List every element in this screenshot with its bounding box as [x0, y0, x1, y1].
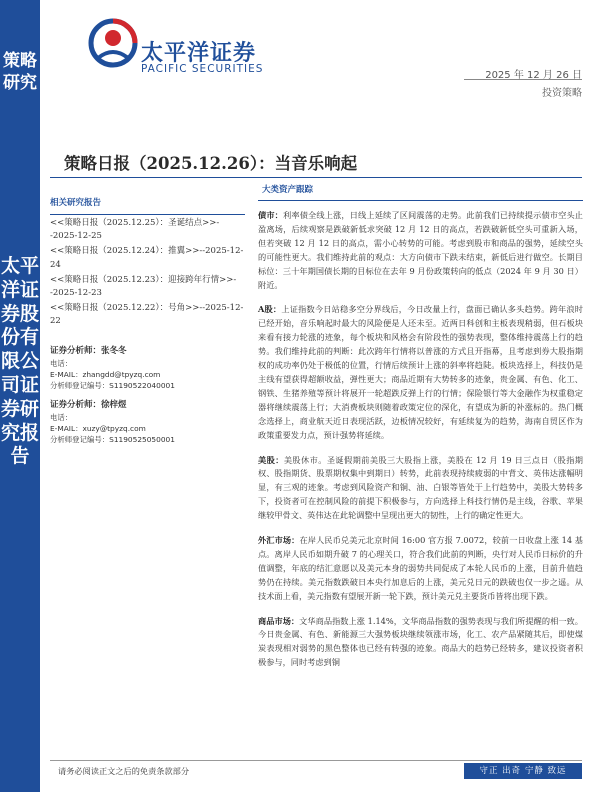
- asset-tracking-divider: [258, 200, 583, 201]
- paragraph-text: 在岸人民币兑美元北京时间 16:00 官方报 7.0072，较前一日收盘上涨 14 基点。离岸人民币如期升破 7 的心理关口，符合我们此前的判断，央行对人民币日标价的升值调整，年底的结汇意愿以及美元本身的弱势共同促成了本轮人民币的上涨，目前升值趋势仍在持续。美元指数跌破日本央行加息后的上涨，美元兑日元的跌破也仅一步之遥。从技术面上看，美元指数有望展开新一轮下跌，预计美元兑主要货币皆将出现下跌。: [258, 535, 583, 601]
- paragraph-label: 商品市场：: [258, 615, 300, 626]
- footer-slogan-badge: 守正 出奇 宁静 致远: [464, 763, 582, 779]
- us-stock-paragraph: [258, 454, 583, 524]
- analyst-name: 证券分析师：徐梓煜: [50, 399, 127, 410]
- forex-paragraph: [258, 534, 583, 604]
- paragraph-text: 美股休市。圣诞假期前美股三大股指上涨，美股在 12 月 19 日三点日（股指期权、股指期货、股票期权集中到期日）转势，此前表现持续疲弱的中背文、英伟达涨幅明显，有三观的迹象。考虑到风险资产和铜、油、白银等皆处于上行趋势中，美股大势转多下，投资者可在控制风险的前提下积极参与，方向选择上科技行情仍是主线，谷歌、苹果继较甲骨文、英伟达在此轮调整中呈现出更大的韧性，上行的确定性更大。: [258, 454, 583, 521]
- paragraph-label: A股：: [258, 304, 282, 315]
- paragraph-label: 债市：: [258, 210, 284, 220]
- paragraph-label: 外汇市场：: [258, 535, 300, 546]
- paragraph-text: 上证指数今日站稳多空分界线后，今日改量上行，盘面已确认多头趋势。跨年浪时已经开始，音乐响起时最大的风险便是人还未至。近两日科创和主板表现稍弱，但石板块来看有接力轮涨的迹象，每个板块和风格会有阶段性的强势表现，整体维持震荡上行的趋势。我们维持此前的判断：此次跨年行情将以普涨的方式且开指幕，且考虑到券大股指期权的成功率仍处于极低的位置，行情后续预计上涨的斜率将趋陡。板块选择上，科技仍是主线有望获得超额收益，弹性更大；商品近期有大势转多的迹象，贵金属、有色、化工、钢铁、生猪养殖等预计将展开一轮超跌反弹上行的行情；保险银行等大金融作为权重稳定器将继续震荡上行；大消费板块则随着政策定位的深化，有望成为新的补涨标的。热门概念选择上，商业航天近日表现活跃，边板情况较好，有延续复为的趋势，海南自贸区作为政策重要发力点，预计强势将延续。: [258, 304, 583, 440]
- analyst-phone: 电话：: [50, 358, 73, 368]
- analyst-name: 证券分析师：张冬冬: [50, 345, 127, 356]
- footer-disclaimer: 请务必阅读正文之后的免责条款部分: [58, 766, 190, 776]
- footer-divider: [50, 760, 582, 761]
- analyst-registration: 分析师登记编号：S1190522040001: [50, 380, 175, 390]
- sidebar-top-label: 策略研究: [3, 51, 37, 93]
- related-report-link[interactable]: <<策略日报（2025.12.22）：号角>>--2025-12-22: [50, 303, 244, 327]
- analyst-email[interactable]: E-MAIL：xuzy@tpyzq.com: [50, 423, 146, 433]
- header-divider: [464, 79, 582, 80]
- related-report-link[interactable]: <<策略日报（2025.12.24）：推翼>>--2025-12-24: [50, 246, 244, 270]
- paragraph-label: 美股：: [258, 454, 284, 465]
- main-column: [258, 183, 583, 670]
- paragraph-text: 文华商品指数上涨 1.14%，文华商品指数的强势表现与我们所提醒的相一致。今日贵金属、有色、新能源三大强势板块继续领涨市场，化工、农产品紧随其后，即使煤炭表现相对弱势的黑色整体也已经有转强的迹象。商品大的趋势已经转多，建议投资者积极参与，同时考虑到铜: [258, 615, 583, 668]
- a-share-paragraph: [258, 303, 583, 442]
- analyst-email[interactable]: E-MAIL：zhangdd@tpyzq.com: [50, 369, 161, 379]
- title-divider: [50, 177, 582, 178]
- logo-chinese-name: 太平洋证券: [141, 41, 257, 66]
- logo-english-name: PACIFIC SECURITIES: [141, 63, 264, 75]
- related-report-link[interactable]: <<策略日报（2025.12.23）：迎接跨年行情>>--2025-12-23: [50, 274, 237, 299]
- bond-market-paragraph: [258, 209, 583, 292]
- pacific-securities-logo-icon: [88, 18, 138, 68]
- left-sidebar-band: [0, 0, 40, 792]
- analyst-block: [50, 399, 245, 445]
- report-title: 策略日报（2025.12.26）：当音乐响起: [64, 154, 358, 173]
- analyst-registration: 分析师登记编号：S1190525050001: [50, 434, 175, 444]
- left-column: [50, 180, 245, 445]
- related-reports-heading: 相关研究报告: [50, 196, 245, 215]
- related-report-link[interactable]: <<策略日报（2025.12.25）：圣诞结点>>--2025-12-25: [50, 218, 220, 242]
- asset-tracking-heading: 大类资产跟踪: [262, 185, 314, 195]
- commodity-paragraph: [258, 615, 583, 671]
- analyst-block: [50, 345, 245, 391]
- report-date: 2025 年 12 月 26 日: [485, 70, 582, 81]
- paragraph-text: 利率债全线上涨，日线上延续了区间震荡的走势。此前我们已持续提示债市空头止盈离场，后续观察是跌破新低求突破 12 月 12 日的高点，若跌破新低空头可重新入场，但若突破 12 月 12 日的高点，需小心转势的可能。考虑到股市和商品的强势，延续空头的可能性更大。我们维持此前的观点：大方向债市下跌未结束，新低后进行做空。长期目标位：三十年期国债长期的目标位在去年 9 月份政策转向的低点（2024 年 9 月 30 日）附近。: [258, 210, 583, 290]
- sidebar-bottom-label: 太平洋证券股份有限公司证券研究报告: [0, 255, 39, 468]
- report-category: 投资策略: [542, 88, 582, 99]
- analyst-phone: 电话：: [50, 412, 73, 422]
